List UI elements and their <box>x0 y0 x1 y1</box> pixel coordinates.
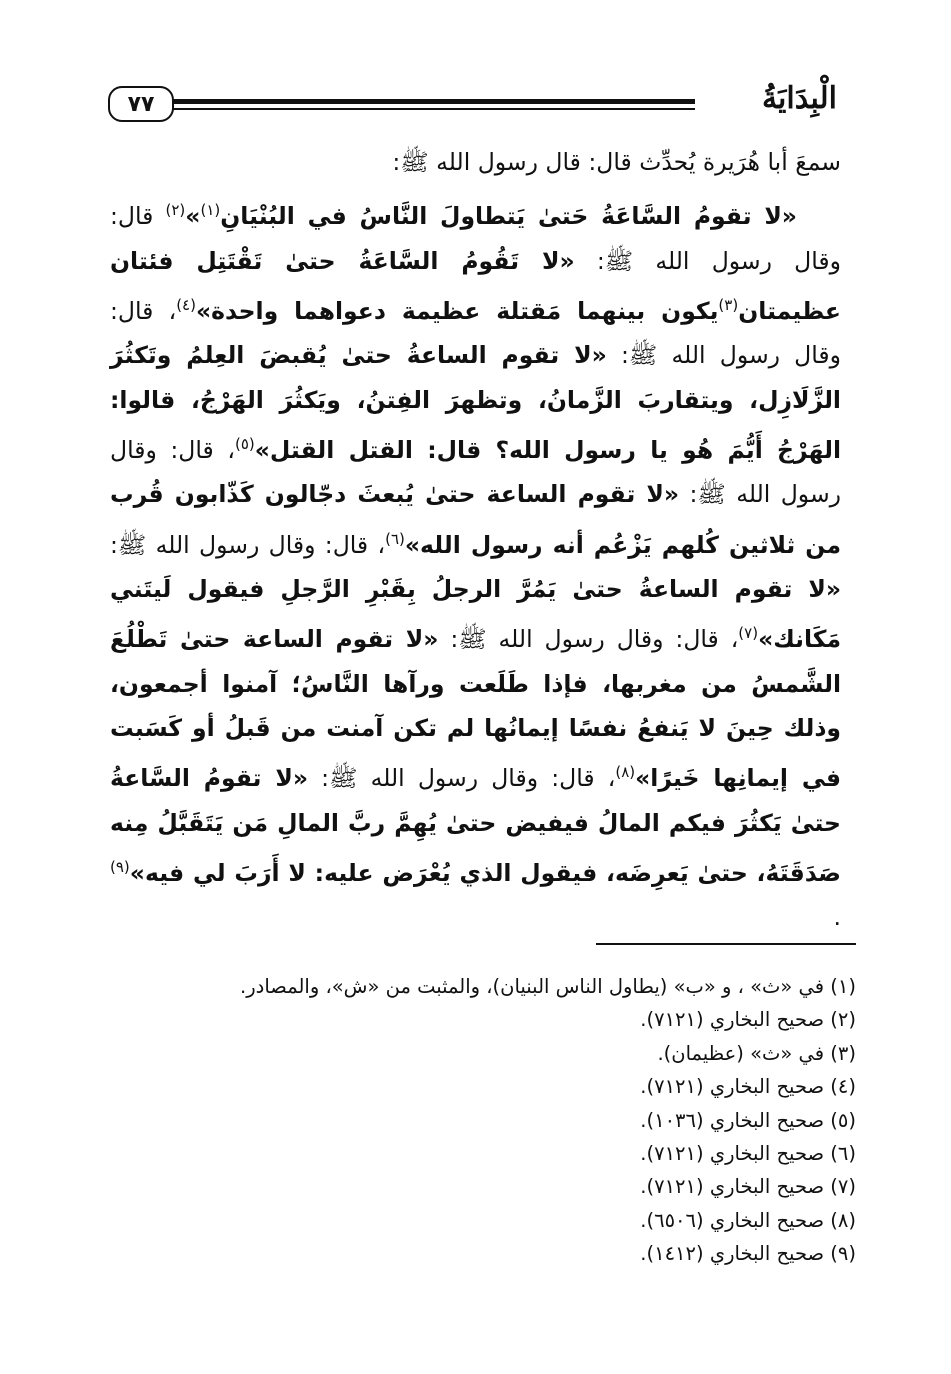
hadith-text: «لا تقوم الساعةُ حتىٰ يُقبضَ العِلمُ وتَكثُرَ الزَّلَازِل، ويتقاربَ الزَّمانُ، وتظهرَ الفِتنُ، ويَكثُرَ الهَرْجُ، قالوا: الهَرْجُ أَيُّمَ هُو يا رسول الله؟ قال: القتل القتل» <box>110 341 841 464</box>
footnote-item: (١) في «ث» ، و «ب» (يطاول الناس البنيان)، والمثبت من «ش»، والمصادر. <box>240 975 856 998</box>
page-number: ٧٧ <box>108 86 174 122</box>
footnote-marker: (٣) <box>718 296 739 315</box>
intro-line: سمعَ أبا هُرَيرة يُحدِّث قال: قال رسول الله ﷺ: <box>392 148 841 176</box>
hadith-text: «لا تقومُ السَّاعَةُ حَتىٰ يَتطاولَ النَّاسُ في البُنْيَانِ <box>220 202 797 231</box>
footnote-item: (٢) صحيح البخاري (٧١٢١). <box>640 1008 856 1032</box>
footnote-item: (٦) صحيح البخاري (٧١٢١). <box>640 1142 856 1166</box>
footnote-separator <box>596 943 856 945</box>
footnote-item: (٨) صحيح البخاري (٦٥٠٦). <box>640 1208 856 1232</box>
footnote-item: (٤) صحيح البخاري (٧١٢١). <box>640 1075 856 1099</box>
footnote-marker: (٥) <box>234 435 255 454</box>
header-rule-thick <box>172 99 695 104</box>
footnote-item: (٩) صحيح البخاري (١٤١٢). <box>640 1242 856 1266</box>
hadith-text: «لا تَقُومُ السَّاعَةُ حتىٰ تَقْتَتِل فئتان عظيمتان <box>110 246 841 325</box>
header-rule-thin <box>172 108 695 110</box>
narration-text: ، قال: وقال رسول الله ﷺ: <box>110 530 386 559</box>
footnote-marker: (٦) <box>385 529 405 548</box>
hadith-text: يكون بينهما مَقتلة عظيمة دعواهما واحدة» <box>195 296 719 325</box>
hadith-text: «لا تقومُ السَّاعةُ حتىٰ يَكثُرَ فيكم المالُ فيفيض حتىٰ يُهِمَّ ربَّ المالِ مَن يَتَقَبَّلُ مِنه صَدَقَتَهُ، حتىٰ يَعرِضَه، فيقول الذي يُعْرَض عليه: لا أَرَبَ لي فيه» <box>110 764 841 887</box>
narration-text: ، قال: وقال رسول الله ﷺ: <box>438 625 739 654</box>
narration-text: ، قال: وقال رسول الله ﷺ: <box>308 764 616 793</box>
narration-text: . <box>833 903 841 932</box>
footnotes-list <box>96 970 856 1271</box>
hadith-paragraph <box>110 188 841 939</box>
hadith-text: «لا تقوم الساعة حتىٰ تَطْلُعَ الشَّمسُ من مغربها، فإذا طَلَعت ورآها النَّاسُ؛ آمنوا أجمعون، وذلك حِينَ لا يَنفعُ نفسًا إيمانُها لم تكن آمنت من قَبلُ أو كَسَبت في إيمانِها خَيرًا» <box>110 625 841 793</box>
footnote-marker: (٧) <box>738 624 759 643</box>
hadith-text: » <box>185 202 201 231</box>
narration-text: ، قال: وقال رسول الله ﷺ: <box>110 435 841 509</box>
narration-text: ، قال: وقال رسول الله ﷺ: <box>110 296 841 370</box>
footnote-marker: (٩) <box>110 858 130 877</box>
main-text <box>110 140 841 940</box>
footnote-item: (٧) صحيح البخاري (٧١٢١). <box>640 1175 856 1199</box>
narration-text: قال: وقال رسول الله ﷺ: <box>110 202 841 275</box>
footnote-marker: (٨) <box>615 763 636 782</box>
running-title: الْبِدَايَةُ <box>761 81 837 116</box>
footnote-item: (٣) في «ث» (عظيمان). <box>657 1041 856 1065</box>
hadith-text: «لا تقوم الساعةُ حتىٰ يَمُرَّ الرجلُ بِقَبْرِ الرَّجلِ فيقول لَيتَني مَكَانك» <box>110 574 842 654</box>
footnote-marker: (١) <box>200 201 221 220</box>
footnote-marker: (٤) <box>176 296 196 315</box>
footnote-item: (٥) صحيح البخاري (١٠٣٦). <box>640 1108 856 1132</box>
footnote-marker: (٢) <box>165 201 186 220</box>
hadith-text: «لا تقوم الساعة حتىٰ يُبعثَ دجّالون كَذّابون قُرب من ثلاثين كُلهم يَزْعُم أنه رسول الله» <box>110 480 841 559</box>
